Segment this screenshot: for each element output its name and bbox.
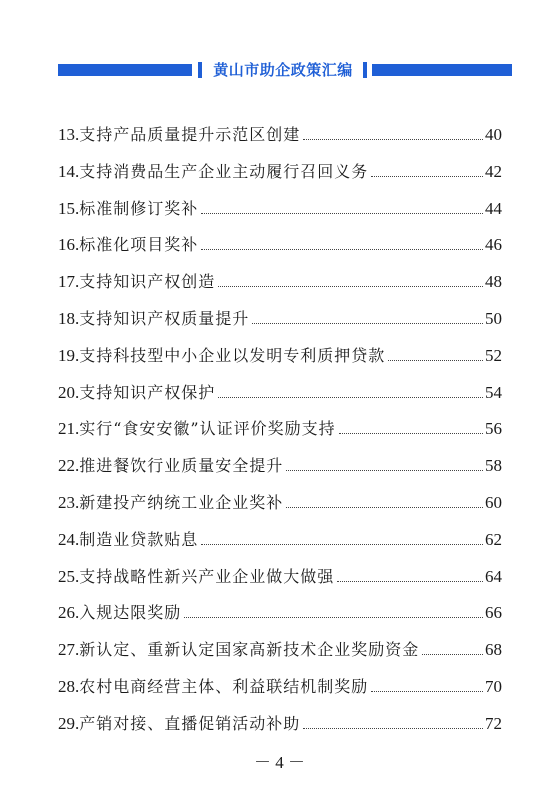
toc-entry[interactable] bbox=[58, 674, 502, 711]
toc-entry[interactable] bbox=[58, 343, 502, 380]
toc-entry[interactable] bbox=[58, 159, 502, 196]
toc-entry-title: 支持科技型中小企业以发明专利质押贷款 bbox=[79, 345, 386, 365]
toc-entry-title: 入规达限奖励 bbox=[79, 603, 182, 623]
page-header bbox=[58, 60, 512, 80]
toc-entry[interactable] bbox=[58, 232, 502, 269]
toc-entry-page: 50 bbox=[485, 308, 502, 328]
toc-entry[interactable] bbox=[58, 196, 502, 233]
toc-entry-page: 70 bbox=[485, 676, 502, 696]
toc-entry[interactable] bbox=[58, 490, 502, 527]
toc-entry-title: 新建投产纳统工业企业奖补 bbox=[79, 492, 284, 512]
toc-entry-number: 26. bbox=[58, 603, 80, 623]
toc-dot-leader bbox=[339, 433, 483, 434]
toc-entry[interactable] bbox=[58, 306, 502, 343]
table-of-contents bbox=[58, 122, 502, 748]
toc-entry-number: 20. bbox=[58, 382, 80, 402]
toc-dot-leader bbox=[286, 470, 483, 471]
toc-entry-page: 42 bbox=[485, 161, 502, 181]
toc-entry-title: 支持知识产权保护 bbox=[79, 382, 216, 402]
toc-entry-title: 制造业贷款贴息 bbox=[79, 529, 199, 549]
toc-entry-title: 标准化项目奖补 bbox=[79, 235, 199, 255]
toc-entry-number: 23. bbox=[58, 492, 80, 512]
toc-entry-page: 58 bbox=[485, 456, 502, 476]
toc-entry-title: 推进餐饮行业质量安全提升 bbox=[79, 456, 284, 476]
toc-entry[interactable] bbox=[58, 711, 502, 748]
header-tick-right bbox=[363, 62, 367, 78]
header-tick-left bbox=[198, 62, 202, 78]
toc-entry-page: 60 bbox=[485, 492, 502, 512]
toc-entry-title: 实行“食安安徽”认证评价奖励支持 bbox=[79, 419, 336, 439]
toc-entry-page: 40 bbox=[485, 125, 502, 144]
toc-entry-page: 52 bbox=[485, 345, 502, 365]
toc-entry-page: 54 bbox=[485, 382, 502, 402]
toc-dot-leader bbox=[371, 691, 483, 692]
toc-entry-title: 支持知识产权创造 bbox=[79, 272, 216, 292]
toc-entry-number: 19. bbox=[58, 345, 80, 365]
toc-entry-page: 66 bbox=[485, 603, 502, 623]
toc-entry[interactable] bbox=[58, 564, 502, 601]
toc-entry[interactable] bbox=[58, 416, 502, 453]
toc-entry-title: 产销对接、直播促销活动补助 bbox=[79, 713, 301, 733]
toc-entry-title: 支持消费品生产企业主动履行召回义务 bbox=[79, 161, 369, 181]
toc-entry-title: 新认定、重新认定国家高新技术企业奖励资金 bbox=[79, 640, 420, 660]
toc-entry-page: 44 bbox=[485, 198, 502, 218]
header-bar-left bbox=[58, 64, 192, 76]
toc-entry[interactable] bbox=[58, 527, 502, 564]
toc-entry-number: 29. bbox=[58, 713, 80, 733]
toc-entry-page: 68 bbox=[485, 640, 502, 660]
toc-entry-title: 支持知识产权质量提升 bbox=[79, 308, 250, 328]
toc-entry-number: 14. bbox=[58, 161, 80, 181]
toc-entry-page: 46 bbox=[485, 235, 502, 255]
toc-entry-number: 15. bbox=[58, 198, 80, 218]
toc-dot-leader bbox=[286, 507, 483, 508]
toc-entry-number: 17. bbox=[58, 272, 80, 292]
header-title: 黄山市助企政策汇编 bbox=[213, 61, 353, 79]
toc-dot-leader bbox=[218, 286, 483, 287]
toc-dot-leader bbox=[201, 249, 483, 250]
toc-entry[interactable] bbox=[58, 380, 502, 417]
toc-entry-page: 64 bbox=[485, 566, 502, 586]
toc-entry[interactable] bbox=[58, 600, 502, 637]
toc-entry-page: 48 bbox=[485, 272, 502, 292]
toc-entry-number: 27. bbox=[58, 640, 80, 660]
toc-entry-number: 24. bbox=[58, 529, 80, 549]
toc-dot-leader bbox=[184, 617, 483, 618]
toc-entry-title: 标准制修订奖补 bbox=[79, 198, 199, 218]
toc-dot-leader bbox=[303, 139, 483, 140]
toc-entry-number: 25. bbox=[58, 566, 80, 586]
toc-entry-number: 13. bbox=[58, 125, 80, 144]
toc-dot-leader bbox=[303, 728, 483, 729]
toc-dot-leader bbox=[388, 360, 483, 361]
toc-entry-number: 22. bbox=[58, 456, 80, 476]
toc-dot-leader bbox=[201, 213, 483, 214]
toc-dot-leader bbox=[218, 397, 483, 398]
toc-entry[interactable] bbox=[58, 122, 502, 159]
toc-entry-page: 72 bbox=[485, 713, 502, 733]
toc-dot-leader bbox=[371, 176, 483, 177]
toc-entry-page: 56 bbox=[485, 419, 502, 439]
toc-entry[interactable] bbox=[58, 269, 502, 306]
toc-entry-number: 21. bbox=[58, 419, 80, 439]
toc-entry-title: 农村电商经营主体、利益联结机制奖励 bbox=[79, 676, 369, 696]
toc-entry-title: 支持战略性新兴产业企业做大做强 bbox=[79, 566, 335, 586]
toc-entry-page: 62 bbox=[485, 529, 502, 549]
toc-dot-leader bbox=[337, 581, 483, 582]
toc-entry-number: 28. bbox=[58, 676, 80, 696]
toc-dot-leader bbox=[252, 323, 483, 324]
toc-entry-title: 支持产品质量提升示范区创建 bbox=[79, 125, 301, 144]
page-number: － 4 － bbox=[254, 753, 305, 772]
toc-entry-number: 16. bbox=[58, 235, 80, 255]
toc-dot-leader bbox=[422, 654, 483, 655]
toc-dot-leader bbox=[201, 544, 483, 545]
toc-entry[interactable] bbox=[58, 453, 502, 490]
header-bar-right bbox=[372, 64, 512, 76]
toc-entry[interactable] bbox=[58, 637, 502, 674]
toc-entry-number: 18. bbox=[58, 308, 80, 328]
